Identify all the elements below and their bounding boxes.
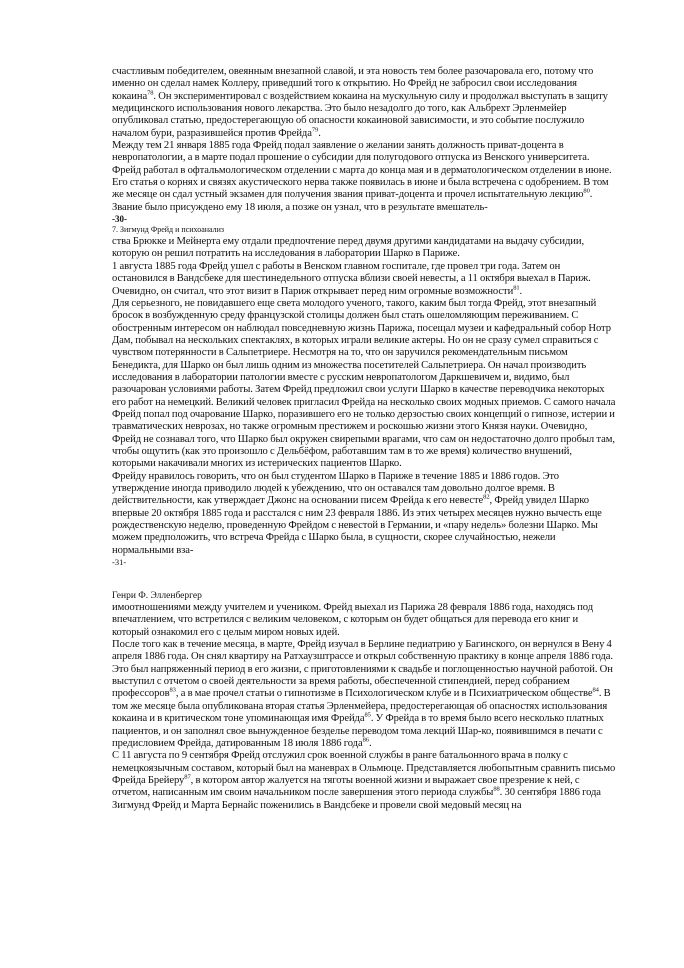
paragraph: Для серьезного, не повидавшего еще света молодого ученого, такого, каким был тогда Фрейд, этот внезапный бросок в возбужденную среду французской столицы должен был стать ошеломляющим переживанием. С обостренным интересом он наблюдал повседневную жизнь Парижа, посещал музеи и кафедральный собор Нотр Дам, побывал на нескольких спектаклях, в которых играли великие актеры. Но он не сразу сумел справиться с чувством потерянности в Сальпетриере. Несмотря на то, что он заручился рекомендательным письмом Бенедикта, для Шарко он был лишь одним из множества посетителей Сальпетриера. Он начал производить исследования в лаборатории патологии вместе с русским невропатологом Даркшевичем и, видимо, был разочарован условиями работы. Затем Фрейд предложил свои услуги Шарко в качестве переводчика некоторых его работ на немецкий. Великий человек пригласил Фрейда на несколько своих модных приемов. С самого начала Фрейд попал под очарование Шарко, поразившего его не только дерзостью своих концепций о гипнозе, истерии и травматических неврозах, но также огромным престижем и роскошью жизни этого Князя науки. Очевидно, Фрейд не сознавал того, что Шарко был окружен свирепыми врагами, что сам он недостаточно долго пробыл там, чтобы ощутить (как это произошло с Дельбёфом, работавшим там в то же время) количество внушений, которыми накачивали многих из истерических пациентов Шарко. [112, 297, 616, 470]
text-block-middle [112, 236, 617, 557]
page-number: -30- [112, 214, 127, 225]
footnote-ref: 84 [592, 686, 599, 694]
text-block-top [112, 66, 617, 214]
footnote-ref: 81 [513, 283, 520, 291]
text-block-bottom [112, 602, 617, 812]
page-gap [112, 568, 617, 590]
paragraph: Между тем 21 января 1885 года Фрейд подал заявление о желании занять должность приват-доцента в невропатологии, а в марте подал прошение о субсидии для полугодового отпуска из Венского университета. Фрейд работал в офтальмологическом отделении с марта до конца мая и в дерматологическом отделении в июне. Его статья о корнях и связях акустического нерва также появилась в июне и была встречена с одобрением. В том же месяце он сдал устный экзамен для получения звания приват-доцента и прочел испытательную лекцию$^{80}$. Звание было присуждено ему 18 июля, а позже он узнал, что в результате вмешатель- [112, 140, 612, 213]
footnote-ref: 87 [184, 773, 191, 781]
paragraph: ства Брюкке и Мейнерта ему отдали предпочтение перед двумя другими кандидатами на выдачу субсидии, которую он решил потратить на исследования в лаборатории Шарко в Париже. [112, 236, 585, 260]
paragraph: Фрейду нравилось говорить, что он был студентом Шарко в Париже в течение 1885 и 1886 годов. Это утверждение иногда приводило людей к убеждению, что он оставался там довольно долгое время. В действительности, как утверждает Джонс на основании писем Фрейда к его невесте$^{82}$, Фрейд увидел Шарко впервые 20 октября 1885 года и расстался с ним 23 февраля 1886. Из этих четырех месяцев нужно вычесть еще рождественскую неделю, проведенную Фрейдом с невестой в Германии, и «пару недель» болезни Шарко. Мы можем предположить, что встреча Фрейда с Шарко была, в сущности, скорее случайностью, нежели нормальными вза- [112, 470, 602, 556]
footnote-ref: 80 [583, 187, 590, 195]
footnote-ref: 79 [311, 126, 319, 134]
paragraph: С 11 августа по 9 сентября Фрейд отслужил срок военной службы в ранге батальонного врача в полку с немецкоязычным составом, который был на маневрах в Ольмюце. Представляется любопытным сравнить письмо Фрейда Брейеру$^{87}$, в котором автор жалуется на тяготы военной жизни и выражает свое презрение к ней, с отчетом, написанным им своим начальником после завершения этого периода службы$^{88}$. 30 сентября 1886 года Зигмунд Фрейд и Марта Бернайс поженились в Вандсбеке и провели свой медовый месяц на [112, 750, 616, 811]
paragraph: счастливым победителем, овеянным внезапной славой, и эта новость тем более разочаровала его, потому что именно он сделал намек Коллеру, приведший того к открытию. Но Фрейд не забросил свои исследования кокаина$^{78}$. Он экспериментировал с воздействием кокаина на мускульную силу и продолжал выступать в защиту медицинского использования нового лекарства. Это было незадолго до того, как Альбрехт Эрленмейер опубликовал статью, предостерегающую об опасности кокаиновой зависимости, и это событие послужило началом бури, разразившейся против Фрейда$^{79}$. [112, 66, 608, 139]
running-head: 7. Зигмунд Фрейд и психоанализ [112, 225, 225, 235]
paragraph: 1 августа 1885 года Фрейд ушел с работы в Венском главном госпитале, где провел три года. Затем он остановился в Вандсбеке для шестинедельного отпуска вблизи своей невесты, а 11 октября выехал в Париж. Очевидно, он считал, что этот визит в Париж открывает перед ним огромные возможности$^{81}$. [112, 260, 591, 297]
footnote-ref: 82 [483, 493, 490, 501]
footnote-ref: 88 [493, 785, 500, 793]
running-head: Генри Ф. Элленбергер [112, 591, 202, 602]
footnote-ref: 78 [147, 89, 154, 97]
paragraph: имоотношениями между учителем и учеником. Фрейд выехал из Парижа 28 февраля 1886 года, находясь под впечатлением, что встретился с великим человеком, с которым он будет общаться для перевода его книг и который ознакомил его с целым миром новых идей. [112, 602, 594, 638]
footnote-ref: 86 [362, 736, 369, 744]
page-number: -31- [112, 557, 127, 568]
book-page [112, 66, 617, 812]
footnote-ref: 83 [169, 686, 176, 694]
paragraph: После того как в течение месяца, в марте, Фрейд изучал в Берлине педиатрию у Багинского, он вернулся в Вену 4 апреля 1886 года. Он снял квартиру на Ратхаузштрассе и открыл собственную практику в конце апреля 1886 года. Это был напряженный период в его жизни, с приготовлениями к свадьбе и поглощенностью научной работой. Он выступил с отчетом о своей деятельности за время работы, обеспеченной стипендией, перед собранием профессоров$^{83}$, а в мае прочел статьи о гипнотизме в Психологическом клубе и в Психиатрическом обществе$^{84}$. В том же месяце была опубликована вторая статья Эрленмейера, предостерегающая об опасностях использования кокаина и в критическом тоне упоминающая имя Фрейда$^{85}$. У Фрейда в то время было всего несколько платных пациентов, и он заполнял свое вынужденное безделье переводом тома лекций Шар-ко, появившимся в печати с предисловием Фрейда, датированным 18 июля 1886 года$^{86}$. [112, 639, 613, 749]
footnote-ref: 85 [364, 711, 371, 719]
